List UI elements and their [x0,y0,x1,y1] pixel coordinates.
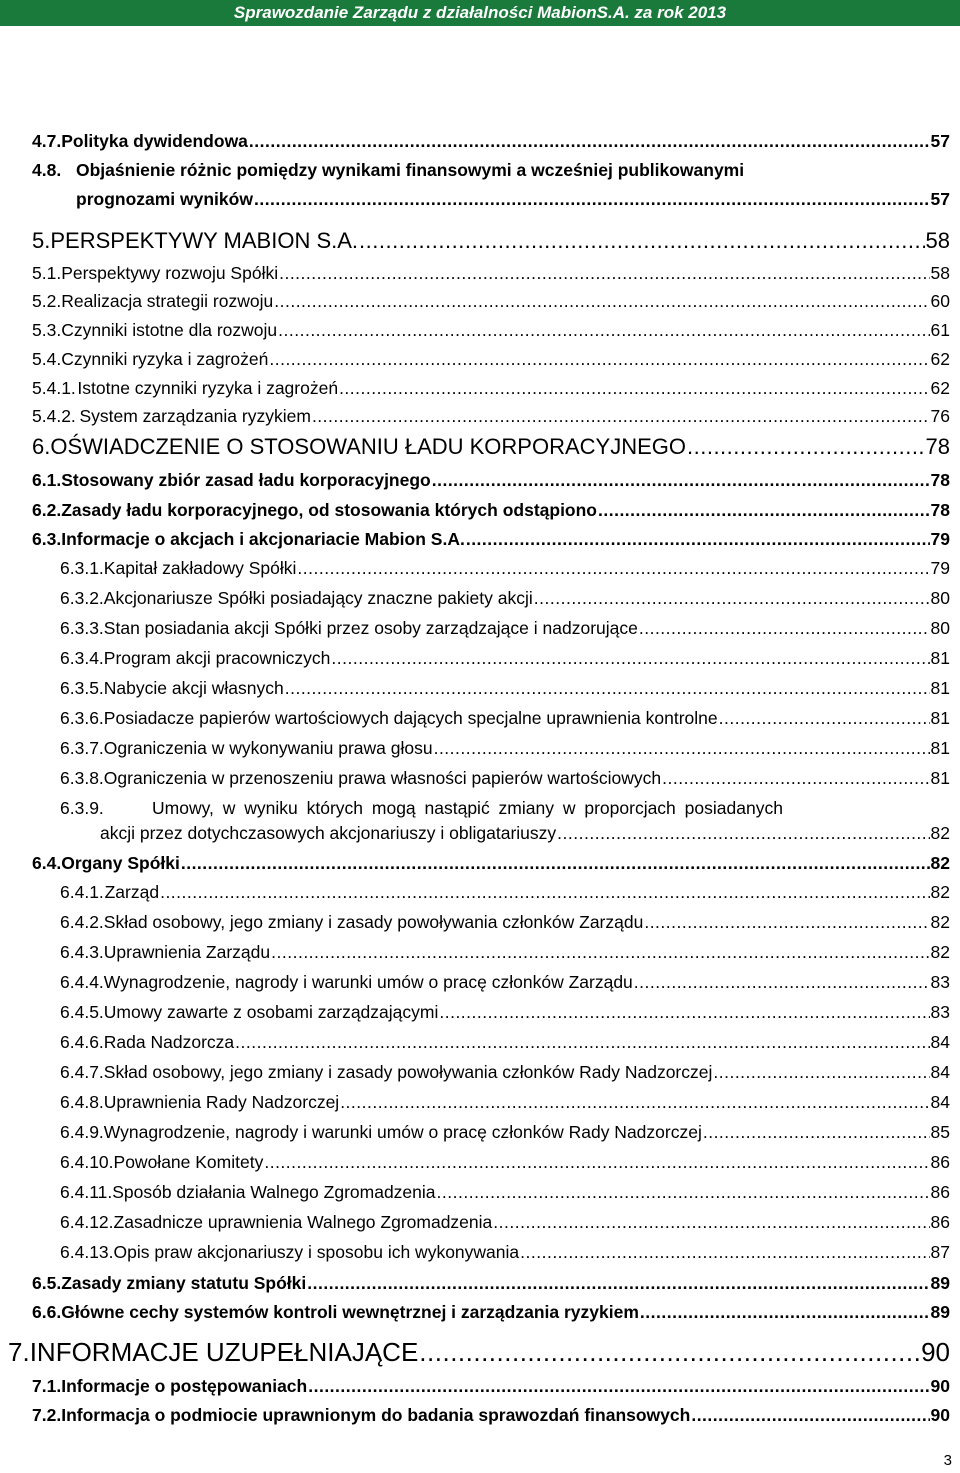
toc-leader-dots [235,1032,929,1053]
toc-entry-title: PERSPEKTYWY MABION S.A. [50,228,359,253]
toc-leader-dots [662,768,929,789]
toc-entry-number: 6.4.8. [60,1092,104,1112]
toc-entry-page: 84 [930,1062,950,1082]
toc-entry[interactable] [60,768,950,789]
toc-entry-number: 6.3. [32,529,62,549]
toc-entry[interactable] [60,882,950,903]
toc-leader-dots [331,648,929,669]
toc-entry-title: Umowy zawarte z osobami zarządzającymi [103,1002,439,1022]
toc-leader-dots [439,1002,929,1023]
toc-leader-dots [466,529,930,550]
toc-entry-number: 6.4.11. [60,1182,113,1202]
toc-entry-number: 6.3.9. [60,798,104,818]
toc-leader-dots [520,1242,929,1263]
toc-entry-number: 5.2. [32,291,62,311]
toc-entry-page: 87 [930,1242,950,1262]
toc-entry-number: 6.6. [32,1302,62,1322]
toc-leader-dots [340,1092,929,1113]
toc-entry-number: 6.3.2. [60,588,104,608]
toc-entry[interactable] [32,228,950,254]
toc-leader-dots [279,263,929,284]
toc-entry-page: 76 [930,406,950,426]
toc-entry[interactable] [60,942,950,963]
toc-entry-number: 6.5. [32,1273,62,1293]
toc-entry[interactable] [60,648,950,669]
toc-entry-title: Powołane Komitety [113,1152,264,1172]
toc-entry-title: Nabycie akcji własnych [103,678,284,698]
toc-leader-dots [359,228,924,254]
toc-entry-number: 5.1. [32,263,62,283]
toc-entry-number: 4.7. [32,131,62,151]
toc-entry-page: 86 [930,1152,950,1172]
toc-entry[interactable] [32,406,950,427]
toc-entry-number: 6.4.7. [60,1062,104,1082]
toc-entry[interactable] [60,1122,950,1143]
toc-entry[interactable] [32,529,950,550]
toc-entry-title: Sposób działania Walnego Zgromadzenia [112,1182,436,1202]
toc-entry[interactable] [60,1062,950,1083]
toc-entry-page: 61 [930,320,950,340]
toc-entry-title: Skład osobowy, jego zmiany i zasady powoływania członków Zarządu [103,912,644,932]
toc-entry-continuation[interactable] [76,189,950,210]
toc-leader-dots [419,1337,920,1368]
toc-entry-page: 83 [930,1002,950,1022]
toc-entry[interactable] [60,1242,950,1263]
toc-entry-number: 5.3. [32,320,62,340]
toc-entry-number: 7.1. [32,1376,62,1396]
toc-entry-page: 57 [930,131,950,151]
toc-entry-page: 90 [930,1405,950,1425]
toc-entry-page: 84 [930,1092,950,1112]
toc-entry-title: Czynniki istotne dla rozwoju [61,320,278,340]
toc-entry-title: INFORMACJE UZUPEŁNIAJĄCE [29,1337,419,1367]
toc-entry-number: 6.4.12. [60,1212,114,1232]
toc-entry-page: 60 [930,291,950,311]
toc-entry[interactable] [60,588,950,609]
toc-leader-dots [308,1376,929,1397]
header-title: Sprawozdanie Zarządu z działalności MabionS.A. za rok 2013 [233,3,727,22]
toc-entry-page: 78 [930,500,950,520]
toc-entry-number: 7.2. [32,1405,62,1425]
toc-entry-title: Posiadacze papierów wartościowych dających specjalne uprawnienia kontrolne [103,708,718,728]
toc-entry-title: Czynniki ryzyka i zagrożeń [61,349,269,369]
toc-entry-title: Główne cechy systemów kontroli wewnętrznej i zarządzania ryzykiem [61,1302,639,1322]
toc-entry-number: 6.4.3. [60,942,104,962]
toc-entry[interactable] [60,1212,950,1233]
toc-entry-page: 80 [930,588,950,608]
toc-entry-page: 81 [930,678,950,698]
toc-entry[interactable] [60,738,950,759]
toc-entry-title: Umowy, w wyniku których mogą nastąpić zmiany w proporcjach posiadanych [152,798,783,818]
toc-leader-dots [278,320,929,341]
toc-entry-title: Kapitał zakładowy Spółki [103,558,297,578]
toc-entry-title: Perspektywy rozwoju Spółki [61,263,279,283]
toc-leader-dots [691,1405,929,1426]
toc-entry-number: 6.4.9. [60,1122,104,1142]
toc-entry-number: 6.1. [32,470,62,490]
toc-entry-page: 84 [930,1032,950,1052]
toc-entry-title: Zasady ładu korporacyjnego, od stosowania których odstąpiono [61,500,597,520]
toc-entry-page: 86 [930,1212,950,1232]
toc-entry-number: 6. [32,434,51,459]
toc-entry[interactable] [32,1405,950,1426]
toc-entry-number: 6.3.8. [60,768,104,788]
toc-leader-dots [432,470,930,491]
toc-leader-dots [639,618,930,639]
toc-entry-page: 58 [925,228,950,253]
toc-entry[interactable] [60,1032,950,1053]
toc-entry[interactable] [32,160,950,181]
toc-entry-title: Ograniczenia w wykonywaniu prawa głosu [103,738,433,758]
toc-entry-number: 5.4. [32,349,62,369]
toc-entry-title: Organy Spółki [61,853,180,873]
toc-entry[interactable] [32,349,950,370]
toc-leader-dots [437,1182,930,1203]
toc-entry[interactable] [60,972,950,993]
toc-leader-dots [271,942,929,963]
toc-leader-dots [339,378,929,399]
toc-entry-title-continuation: akcji przez dotychczasowych akcjonariuszy i obligatariuszy [100,823,557,843]
toc-leader-dots [285,678,930,699]
toc-entry-number: 5. [32,228,51,253]
toc-entry-page: 78 [930,470,950,490]
page-number: 3 [943,1452,952,1469]
toc-entry-title: Wynagrodzenie, nagrody i warunki umów o pracę członków Zarządu [103,972,633,992]
toc-entry-title: Stan posiadania akcji Spółki przez osoby zarządzające i nadzorujące [103,618,638,638]
toc-leader-dots [254,189,930,210]
toc-leader-dots [312,406,930,427]
toc-entry-page: 57 [930,189,950,209]
toc-leader-dots [249,131,930,152]
toc-entry-number: 7. [8,1337,30,1367]
toc-entry[interactable] [32,470,950,491]
toc-entry-number: 4.8. [32,160,62,180]
toc-entry-page: 81 [930,648,950,668]
toc-entry-title: Zasadnicze uprawnienia Walnego Zgromadzenia [113,1212,493,1232]
toc-entry-page: 83 [930,972,950,992]
toc-entry-page: 81 [930,768,950,788]
toc-entry-title: Informacje o akcjach i akcjonariacie Mabion S.A. [61,529,465,549]
toc-entry[interactable] [60,1152,950,1173]
toc-entry-page: 90 [930,1376,950,1396]
toc-entry-number: 6.3.7. [60,738,104,758]
toc-entry-title: Informacja o podmiocie uprawnionym do badania sprawozdań finansowych [61,1405,691,1425]
toc-entry-title-continuation: prognozami wyników [76,189,253,209]
toc-entry[interactable] [32,853,950,874]
toc-entry-page: 89 [930,1273,950,1293]
toc-entry-number: 6.4.10. [60,1152,114,1172]
toc-entry[interactable] [60,1182,950,1203]
toc-entry[interactable] [32,131,950,152]
toc-entry[interactable] [32,378,950,399]
toc-entry-number: 6.3.3. [60,618,104,638]
toc-leader-dots [264,1152,929,1173]
toc-entry[interactable] [60,618,950,639]
toc-leader-dots [713,1062,929,1083]
toc-entry-title: Skład osobowy, jego zmiany i zasady powoływania członków Rady Nadzorczej [103,1062,713,1082]
toc-entry-page: 81 [930,738,950,758]
toc-entry-title: Opis praw akcjonariuszy i sposobu ich wykonywania [113,1242,520,1262]
toc-entry-number: 5.4.2. [32,406,76,426]
toc-entry-page: 82 [930,882,950,902]
toc-leader-dots [598,500,930,521]
toc-entry-title: Wynagrodzenie, nagrody i warunki umów o pracę członków Rady Nadzorczej [103,1122,702,1142]
toc-entry-page: 79 [930,558,950,578]
toc-entry[interactable] [32,1273,950,1294]
toc-entry[interactable] [32,500,950,521]
toc-entry-number: 6.3.1. [60,558,104,578]
toc-entry-title: Zarząd [104,882,160,902]
toc-entry-number: 6.4.6. [60,1032,104,1052]
toc-entry-number: 6.3.6. [60,708,104,728]
toc-entry-title: Akcjonariusze Spółki posiadający znaczne pakiety akcji [103,588,533,608]
toc-entry-title: Rada Nadzorcza [103,1032,235,1052]
toc-entry-title: Realizacja strategii rozwoju [61,291,274,311]
toc-entry-number: 6.3.4. [60,648,104,668]
toc-entry-page: 81 [930,708,950,728]
toc-entry-page: 62 [930,378,950,398]
toc-entry-page: 62 [930,349,950,369]
toc-entry-title: Stosowany zbiór zasad ładu korporacyjnego [61,470,431,490]
toc-entry[interactable] [60,1002,950,1023]
toc-leader-dots [307,1273,929,1294]
toc-entry[interactable] [60,912,950,933]
toc-leader-dots [493,1212,929,1233]
toc-entry-page: 80 [930,618,950,638]
toc-leader-dots [703,1122,930,1143]
toc-leader-dots [160,882,929,903]
toc-entry-page: 79 [930,529,950,549]
toc-entry-title: Polityka dywidendowa [61,131,248,151]
toc-entry[interactable] [32,1302,950,1323]
toc-leader-dots [434,738,930,759]
toc-entry-number: 5.4.1. [32,378,76,398]
toc-entry-number: 6.4.5. [60,1002,104,1022]
toc-entry-page: 89 [930,1302,950,1322]
toc-leader-dots [644,912,929,933]
toc-leader-dots [557,823,929,844]
toc-entry-title: Uprawnienia Rady Nadzorczej [103,1092,340,1112]
toc-entry[interactable] [32,291,950,312]
toc-entry-continuation[interactable] [100,823,950,844]
toc-entry-page: 90 [921,1337,950,1367]
toc-entry-title: Ograniczenia w przenoszeniu prawa własności papierów wartościowych [103,768,662,788]
toc-entry[interactable] [32,434,950,460]
toc-entry-title: Istotne czynniki ryzyka i zagrożeń [77,378,339,398]
toc-entry[interactable] [32,1376,950,1397]
toc-leader-dots [640,1302,930,1323]
toc-leader-dots [274,291,929,312]
toc-entry[interactable] [32,320,950,341]
toc-entry[interactable] [32,263,950,284]
toc-leader-dots [534,588,930,609]
toc-leader-dots [634,972,930,993]
toc-entry-title: OŚWIADCZENIE O STOSOWANIU ŁADU KORPORACYJNEGO [50,434,686,459]
toc-leader-dots [269,349,929,370]
toc-entry[interactable] [60,798,924,819]
toc-entry-number: 6.4.4. [60,972,104,992]
toc-entry-title: Objaśnienie różnic pomiędzy wynikami finansowymi a wcześniej publikowanymi [76,160,745,180]
toc-entry[interactable] [60,1092,950,1113]
toc-entry-title: Zasady zmiany statutu Spółki [61,1273,307,1293]
toc-entry-page: 82 [930,942,950,962]
toc-entry-number: 6.4. [32,853,62,873]
toc-entry-page: 58 [930,263,950,283]
toc-entry-number: 6.4.13. [60,1242,114,1262]
toc-leader-dots [181,853,930,874]
toc-entry-page: 86 [930,1182,950,1202]
toc-entry-page: 82 [930,823,950,843]
toc-entry-number: 6.2. [32,500,62,520]
toc-entry-number: 6.4.1. [60,882,104,902]
toc-entry[interactable] [8,1337,950,1368]
toc-entry-title: Program akcji pracowniczych [103,648,331,668]
toc-entry-page: 85 [930,1122,950,1142]
toc-entry-number: 6.4.2. [60,912,104,932]
toc-entry[interactable] [60,678,950,699]
toc-entry-page: 82 [930,912,950,932]
toc-entry-title: Uprawnienia Zarządu [103,942,271,962]
toc-entry-number: 6.3.5. [60,678,104,698]
toc-entry-page: 82 [930,853,950,873]
toc-entry-title: System zarządzania ryzykiem [79,406,311,426]
toc-entry-page: 78 [925,434,950,459]
toc-entry[interactable] [60,558,950,579]
toc-leader-dots [719,708,930,729]
toc-entry[interactable] [60,708,950,729]
toc-leader-dots [687,434,925,460]
toc-leader-dots [297,558,929,579]
toc-entry-title: Informacje o postępowaniach [61,1376,308,1396]
